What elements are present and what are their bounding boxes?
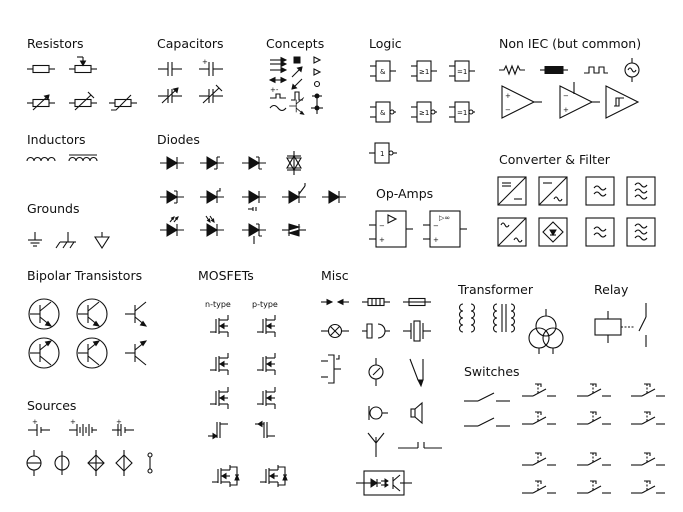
nmos-simple-symbol — [208, 422, 228, 439]
rectifier-bridge-symbol — [539, 218, 567, 246]
thyristor-symbol — [287, 151, 301, 175]
tunnel-diode-symbol — [160, 191, 184, 203]
pnp-transistor-symbol — [125, 341, 146, 365]
switch-pushbutton-2-symbol — [577, 384, 611, 396]
svg-text:+: + — [563, 106, 569, 114]
npn-collector-transistor-symbol — [77, 299, 107, 329]
relay-switch-symbol — [639, 303, 646, 347]
ground-symbol — [28, 232, 42, 246]
pnp-collector-transistor-symbol — [77, 338, 107, 368]
variable-capacitor-symbol — [158, 88, 182, 103]
capacitor-symbol — [158, 62, 182, 76]
nand-gate-symbol — [370, 102, 396, 122]
not-gate-symbol — [369, 143, 397, 163]
svg-text:≥1: ≥1 — [419, 109, 430, 117]
svg-text:+: + — [505, 92, 511, 100]
current-source-symbol — [27, 450, 41, 476]
switch-limit-2-symbol — [577, 453, 611, 465]
nmos-depletion-symbol — [210, 353, 228, 375]
battery-multi-cell-symbol — [69, 418, 97, 436]
zener-led-symbol — [242, 224, 266, 244]
svg-text:≥1: ≥1 — [419, 68, 430, 76]
switch-pushbutton-3-symbol — [631, 384, 665, 396]
switch-open-2-symbol — [464, 418, 510, 426]
section-label-mosfets: MOSFETs — [198, 268, 254, 283]
transformer-core-symbol — [494, 304, 515, 332]
nmos-bulk-symbol — [210, 387, 228, 409]
potentiometer-symbol — [69, 57, 97, 73]
svg-text:&: & — [380, 68, 386, 76]
chassis-ground-symbol — [56, 232, 76, 248]
svg-text:+: + — [116, 418, 122, 426]
svg-text:+: + — [32, 418, 38, 426]
zigzag-resistor-symbol — [499, 66, 525, 74]
lamp-symbol — [321, 325, 349, 338]
schottky-diode-symbol — [200, 157, 224, 169]
switch-pushbutton-5-symbol — [577, 412, 611, 424]
nor-gate-symbol — [411, 102, 437, 122]
svg-text:+: + — [433, 236, 439, 244]
zener-diode-symbol — [242, 157, 266, 169]
step-recovery-diode-symbol — [200, 188, 224, 203]
dependent-current-source-symbol — [88, 450, 104, 476]
svg-text:=1: =1 — [457, 109, 468, 117]
section-label-converter-filter: Converter & Filter — [499, 152, 610, 167]
photodiode-symbol — [200, 216, 224, 236]
socket-symbol — [362, 324, 390, 338]
ac-ac-converter-symbol — [498, 218, 526, 246]
lowpass-filter-symbol — [586, 177, 614, 205]
section-label-grounds: Grounds — [27, 201, 80, 216]
switch-pushbutton-6-symbol — [631, 412, 665, 424]
xnor-gate-symbol — [449, 102, 475, 122]
heater-symbol — [362, 299, 390, 306]
section-label-capacitors: Capacitors — [157, 36, 224, 51]
inductor-symbol — [27, 158, 55, 162]
microphone-symbol — [369, 406, 388, 420]
transformer-symbol — [460, 304, 475, 332]
pmos-body-diode-symbol — [260, 465, 287, 487]
antenna-symbol — [368, 433, 384, 457]
polarized-capacitor-symbol — [199, 58, 223, 76]
section-label-logic: Logic — [369, 36, 402, 51]
schmitt-buffer-symbol — [606, 86, 638, 118]
pmos-enhancement-symbol — [257, 315, 275, 337]
meter-symbol — [369, 358, 383, 386]
fuse-symbol — [403, 299, 431, 306]
inductor-core-symbol — [69, 155, 97, 161]
svg-text:+: + — [70, 418, 76, 426]
mosfet-p-type-label: p-type — [252, 300, 278, 309]
opamp-ideal-box-symbol — [423, 211, 467, 247]
three-phase-transformer-symbol — [529, 309, 563, 354]
svg-text:=1: =1 — [457, 68, 468, 76]
pnp-transistor-circle-symbol — [29, 338, 59, 368]
battery-pack-symbol — [112, 418, 134, 436]
nmos-body-diode-symbol — [212, 465, 239, 487]
svg-text:+-: +- — [270, 86, 279, 94]
xor-gate-symbol — [449, 61, 475, 81]
opamp-triangle-symbol — [502, 86, 542, 118]
svg-text:−: − — [433, 222, 439, 230]
battery-cell-symbol — [28, 418, 50, 436]
relay-contact-symbol — [321, 355, 341, 383]
and-gate-symbol — [370, 61, 396, 81]
voltage-source-symbol — [55, 451, 69, 475]
ac-dc-converter-symbol — [498, 177, 526, 205]
section-label-op-amps: Op-Amps — [376, 186, 434, 201]
pmos-bulk-symbol — [257, 387, 275, 409]
terminal-symbol — [148, 453, 152, 473]
bandstop-filter-symbol — [627, 218, 655, 246]
section-label-concepts: Concepts — [266, 36, 325, 51]
dc-ac-converter-symbol — [539, 177, 567, 205]
connector-symbol — [321, 300, 349, 305]
variable-resistor-symbol — [27, 95, 55, 110]
opamp-box-symbol — [369, 211, 413, 247]
section-label-transformer: Transformer — [458, 282, 534, 297]
section-label-sources: Sources — [27, 398, 77, 413]
highpass-filter-symbol — [586, 218, 614, 246]
ac-source-symbol — [625, 58, 639, 82]
nmos-enhancement-symbol — [210, 315, 228, 337]
dependent-voltage-source-symbol — [116, 450, 132, 476]
svg-text:−: − — [563, 92, 569, 100]
crystal-symbol — [403, 321, 431, 341]
section-label-resistors: Resistors — [27, 36, 84, 51]
bidirectional-diode-symbol — [322, 191, 346, 203]
section-label-switches: Switches — [464, 364, 520, 379]
switch-pushbutton-1-symbol — [522, 384, 556, 396]
trimmer-resistor-symbol — [69, 92, 97, 110]
switch-limit-1-symbol — [522, 453, 556, 465]
npn-transistor-symbol — [125, 302, 146, 326]
mosfet-n-type-label: n-type — [205, 300, 231, 309]
diode-symbol — [160, 157, 184, 169]
switch-pushbutton-4-symbol — [522, 412, 556, 424]
inductor-filled-symbol — [540, 67, 568, 74]
section-label-bipolar-transistors: Bipolar Transistors — [27, 268, 143, 283]
svg-text:+: + — [202, 58, 208, 66]
speaker-symbol — [411, 403, 422, 423]
svg-text:▷∞: ▷∞ — [439, 214, 451, 222]
switch-limit-6-symbol — [631, 481, 665, 493]
switch-open-symbol — [464, 393, 510, 401]
svg-text:−: − — [379, 222, 385, 230]
nonlinear-resistor-symbol — [109, 95, 137, 110]
svg-text:+: + — [379, 236, 385, 244]
switch-limit-3-symbol — [631, 453, 665, 465]
section-label-misc: Misc — [321, 268, 349, 283]
trimmer-capacitor-symbol — [199, 85, 223, 103]
bandpass-filter-symbol — [627, 177, 655, 205]
gate-turnoff-thyristor-symbol — [282, 183, 306, 203]
section-label-non-iec: Non IEC (but common) — [499, 36, 642, 51]
resistor-symbol — [27, 66, 55, 73]
switch-limit-4-symbol — [522, 481, 556, 493]
section-label-diodes: Diodes — [157, 132, 200, 147]
optocoupler-symbol — [356, 471, 412, 495]
pulse-wave-symbol — [584, 67, 608, 73]
pmos-depletion-symbol — [257, 353, 275, 375]
opamp-feedback-symbol — [560, 82, 600, 118]
npn-transistor-circle-symbol — [29, 299, 59, 329]
pmos-simple-symbol — [255, 422, 275, 439]
concept-symbols — [270, 57, 323, 114]
varactor-diode-symbol — [242, 191, 266, 211]
bus-line-symbol — [398, 442, 442, 448]
section-label-relay: Relay — [594, 282, 629, 297]
probe-symbol — [410, 359, 423, 386]
diac-symbol — [282, 224, 306, 236]
svg-text:−: − — [505, 106, 511, 114]
svg-text:&: & — [380, 109, 386, 117]
signal-ground-symbol — [95, 232, 109, 248]
switch-limit-5-symbol — [577, 481, 611, 493]
led-symbol — [160, 217, 184, 236]
or-gate-symbol — [411, 61, 437, 81]
svg-text:1: 1 — [380, 150, 385, 158]
section-label-inductors: Inductors — [27, 132, 86, 147]
relay-coil-symbol — [595, 311, 634, 343]
